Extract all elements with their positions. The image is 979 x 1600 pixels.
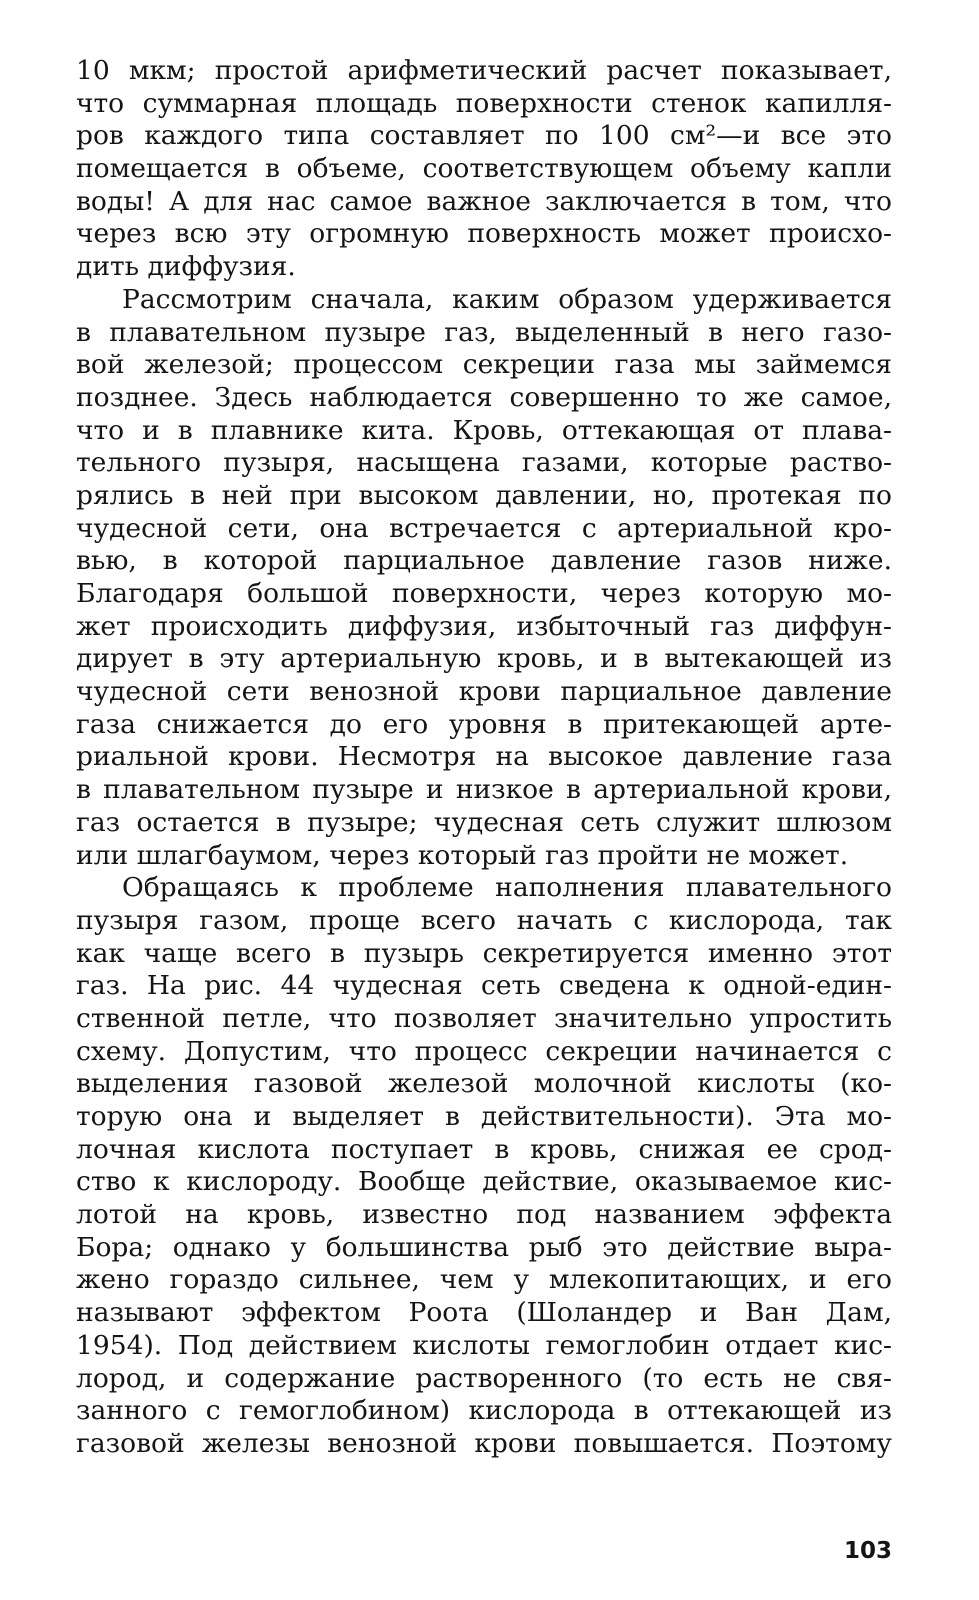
text-line: что и в плавнике кита. Кровь, оттекающая от плава- xyxy=(76,414,892,446)
text-line: помещается в объеме, соответствующем объему капли xyxy=(76,153,892,185)
text-line: риальной крови. Несмотря на высокое давление газа xyxy=(76,741,892,773)
text-line: вью, в которой парциальное давление газов ниже. xyxy=(76,545,892,577)
page-number: 103 xyxy=(843,1538,892,1564)
text-line: жено гораздо сильнее, чем у млекопитающих, и его xyxy=(76,1264,892,1296)
text-line: занного с гемоглобином) кислорода в оттекающей из xyxy=(76,1395,892,1427)
text-line: Рассмотрим сначала, каким образом удерживается xyxy=(122,283,892,315)
text-line: газ. На рис. 44 чудесная сеть сведена к одной-един- xyxy=(76,970,892,1002)
text-line: как чаще всего в пузырь секретируется именно этот xyxy=(76,937,892,969)
text-line: ственной петле, что позволяет значительно упростить xyxy=(76,1002,892,1034)
text-line: воды! А для нас самое важное заключается в том, что xyxy=(76,185,892,217)
text-line: торую она и выделяет в действительности). Эта мо- xyxy=(76,1101,892,1132)
text-line: через всю эту огромную поверхность может происхо- xyxy=(76,218,892,250)
text-line: 1954). Под действием кислоты гемоглобин отдает кис- xyxy=(76,1329,892,1361)
text-line: пузыря газом, проще всего начать с кислорода, так xyxy=(76,904,892,936)
text-line: называют эффектом Роота (Шоландер и Ван Дам, xyxy=(76,1297,892,1329)
paragraph-2 xyxy=(76,284,892,872)
text-line: чудесной сети, она встречается с артериальной кро- xyxy=(76,512,892,544)
text-line: газовой железы венозной крови повышается. Поэтому xyxy=(76,1427,892,1459)
text-line: или шлагбаумом, через который газ пройти не может. xyxy=(76,839,849,871)
text-line: выделения газовой железой молочной кислоты (ко- xyxy=(76,1068,892,1100)
text-line: ство к кислороду. Вообще действие, оказываемое кис- xyxy=(76,1166,892,1198)
text-line: позднее. Здесь наблюдается совершенно то же самое, xyxy=(76,381,892,413)
text-line: рялись в ней при высоком давлении, но, протекая по xyxy=(76,479,892,511)
text-line: жет происходить диффузия, избыточный газ диффун- xyxy=(76,610,892,642)
text-line: лочная кислота поступает в кровь, снижая ее срод- xyxy=(76,1133,892,1165)
paragraph-3 xyxy=(76,872,892,1460)
text-line: лород, и содержание растворенного (то есть не свя- xyxy=(76,1362,892,1394)
text-line: в плавательном пузыре и низкое в артериальной крови, xyxy=(76,774,892,806)
text-body xyxy=(76,55,892,1461)
text-line: тельного пузыря, насыщена газами, которые раство- xyxy=(76,447,892,479)
text-line: в плавательном пузыре газ, выделенный в него газо- xyxy=(76,316,892,348)
text-line: Бора; однако у большинства рыб это действие выра- xyxy=(76,1231,892,1263)
text-line: что суммарная площадь поверхности стенок капилля- xyxy=(76,87,892,119)
text-line: дить диффузия. xyxy=(76,251,296,283)
text-line: дирует в эту артериальную кровь, и в вытекающей из xyxy=(76,643,892,675)
text-line: схему. Допустим, что процесс секреции начинается с xyxy=(76,1035,892,1067)
text-line: ров каждого типа составляет по 100 см²—и все это xyxy=(76,120,892,152)
text-line: чудесной сети венозной крови парциальное давление xyxy=(76,676,892,708)
text-line: газ остается в пузыре; чудесная сеть служит шлюзом xyxy=(76,806,892,838)
text-line: лотой на кровь, известно под названием эффекта xyxy=(76,1199,892,1231)
text-line: 10 мкм; простой арифметический расчет показывает, xyxy=(76,55,892,86)
text-line: Благодаря большой поверхности, через которую мо- xyxy=(76,578,892,609)
text-line: вой железой; процессом секреции газа мы займемся xyxy=(76,349,892,381)
text-line: газа снижается до его уровня в притекающей арте- xyxy=(76,708,892,740)
text-line: Обращаясь к проблеме наполнения плавательного xyxy=(122,872,892,904)
paragraph-1 xyxy=(76,55,892,284)
